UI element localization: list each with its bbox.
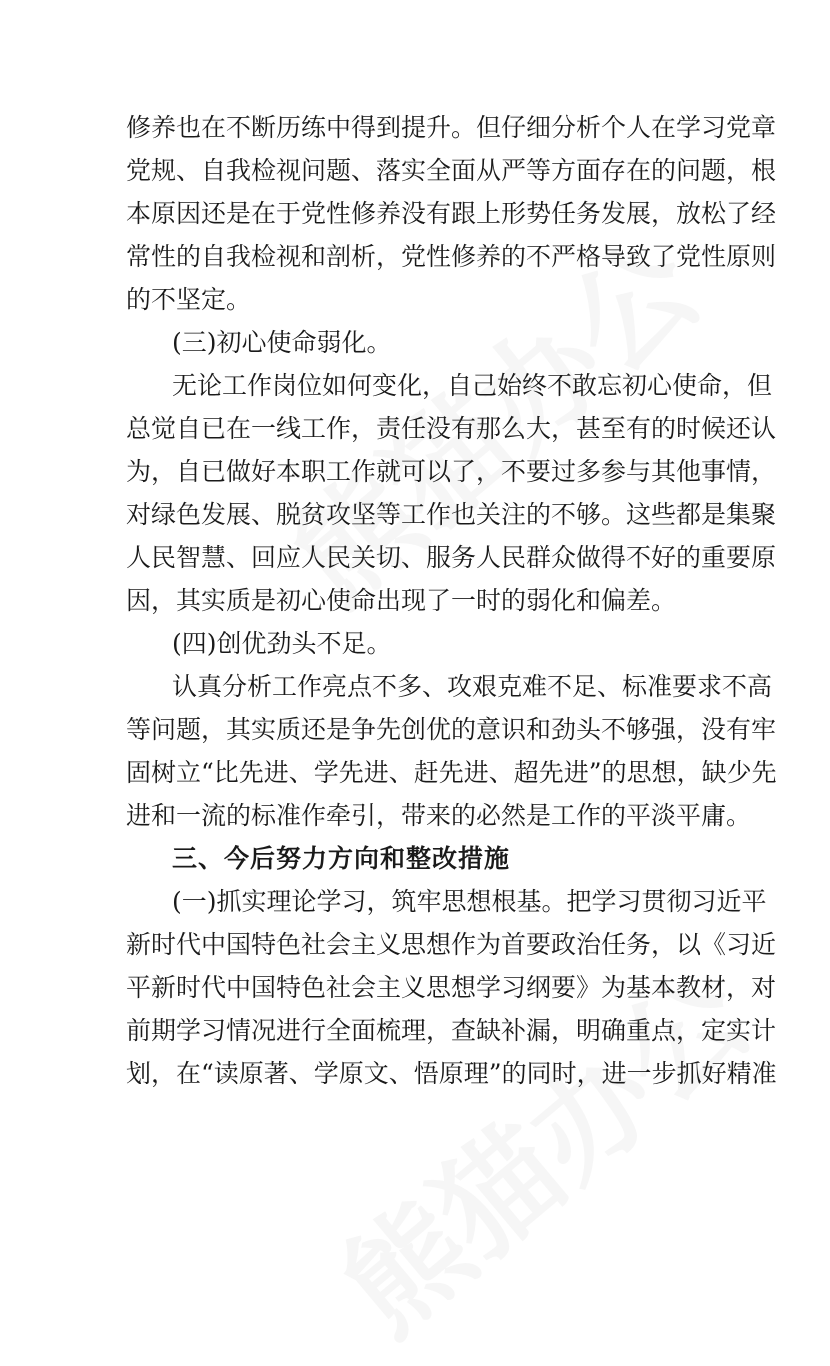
paragraph-line: 因，其实质是初心使命出现了一时的弱化和偏差。 — [126, 586, 677, 615]
paragraph-line: 的不坚定。 — [126, 285, 252, 314]
paragraph-line: 等问题，其实质还是争先创优的意识和劲头不够强，没有牢 — [126, 715, 777, 744]
paragraph-line: 本原因还是在于党性修养没有跟上形势任务发展，放松了经 — [126, 199, 777, 228]
paragraph-line: 平新时代中国特色社会主义思想学习纲要》为基本教材，对 — [126, 973, 777, 1002]
paragraph-line: (一)抓实理论学习，筑牢思想根基。把学习贯彻习近平 — [172, 887, 767, 916]
paragraph-line: 党规、自我检视问题、落实全面从严等方面存在的问题，根 — [126, 156, 777, 185]
paragraph-line: 前期学习情况进行全面梳理，查缺补漏，明确重点，定实计 — [126, 1016, 777, 1045]
paragraph-line: 新时代中国特色社会主义思想作为首要政治任务，以《习近 — [126, 930, 777, 959]
paragraph-line: 划，在“读原著、学原文、悟原理”的同时，进一步抓好精准 — [126, 1059, 777, 1088]
paragraph-line: 常性的自我检视和剖析，党性修养的不严格导致了党性原则 — [126, 242, 777, 271]
paragraph-line: 对绿色发展、脱贫攻坚等工作也关注的不够。这些都是集聚 — [126, 500, 777, 529]
subheading: (四)创优劲头不足。 — [172, 629, 392, 658]
paragraph-line: 为，自已做好本职工作就可以了，不要过多参与其他事情， — [126, 457, 777, 486]
section-heading: 三、今后努力方向和整改措施 — [172, 844, 511, 873]
paragraph-line: 进和一流的标准作牵引，带来的必然是工作的平淡平庸。 — [126, 801, 752, 830]
paragraph-line: 人民智慧、回应人民关切、服务人民群众做得不好的重要原 — [126, 543, 777, 572]
paragraph-line: 固树立“比先进、学先进、赶先进、超先进”的思想，缺少先 — [126, 758, 777, 787]
paragraph-line: 修养也在不断历练中得到提升。但仔细分析个人在学习党章 — [126, 113, 777, 142]
subheading: (三)初心使命弱化。 — [172, 328, 392, 357]
paragraph-line: 认真分析工作亮点不多、攻艰克难不足、标准要求不高 — [172, 672, 773, 701]
paragraph-line: 总觉自已在一线工作，责任没有那么大，甚至有的时候还认 — [126, 414, 777, 443]
paragraph-line: 无论工作岗位如何变化，自己始终不敢忘初心使命，但 — [172, 371, 773, 400]
